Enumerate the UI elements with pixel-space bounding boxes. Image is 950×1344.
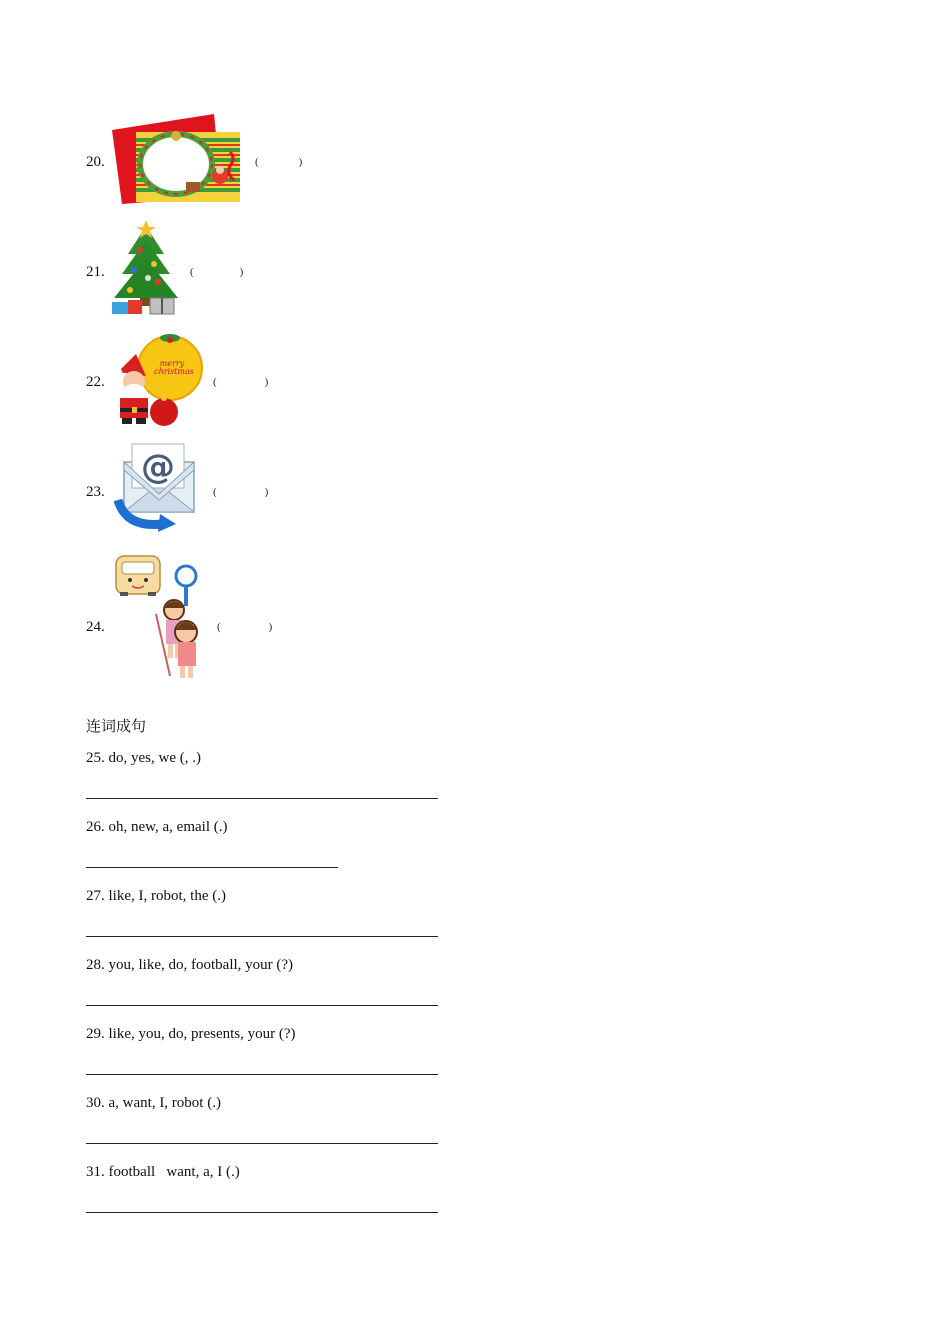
question-28: 28. you, like, do, football, your (?) [86,957,294,973]
christmas-card-picture [110,112,242,206]
answer-line-26[interactable] [86,867,338,868]
badge-line-merry: merry [159,359,185,368]
answer-bracket[interactable]: ( ) [190,266,244,278]
answer-bracket[interactable]: ( ) [217,621,273,633]
question-27: 27. like, I, robot, the (.) [86,888,226,904]
at-symbol: @ [141,447,175,487]
christmas-tree-picture [110,220,182,316]
answer-bracket[interactable]: ( ) [213,376,269,388]
answer-line-25[interactable] [86,798,438,799]
answer-line-30[interactable] [86,1143,438,1144]
item-number: 21. [86,264,105,280]
answer-bracket[interactable]: ( ) [255,156,303,168]
question-26: 26. oh, new, a, email (.) [86,819,228,835]
item-number: 23. [86,484,105,500]
question-29: 29. like, you, do, presents, your (?) [86,1026,296,1042]
bus-stop-children-picture [112,552,208,682]
item-number: 22. [86,374,105,390]
answer-line-27[interactable] [86,936,438,937]
question-31: 31. football want, a, I (.) [86,1164,240,1180]
answer-line-28[interactable] [86,1005,438,1006]
question-25: 25. do, yes, we (, .) [86,750,201,766]
answer-line-29[interactable] [86,1074,438,1075]
badge-line-christmas: christmas [154,367,194,376]
email-envelope-picture [114,440,200,532]
section-title: 连词成句 [86,717,147,735]
question-30: 30. a, want, I, robot (.) [86,1095,221,1111]
answer-bracket[interactable]: ( ) [213,486,269,498]
item-number: 20. [86,154,105,170]
santa-merry-christmas-picture [112,332,204,426]
item-number: 24. [86,619,105,635]
answer-line-31[interactable] [86,1212,438,1213]
